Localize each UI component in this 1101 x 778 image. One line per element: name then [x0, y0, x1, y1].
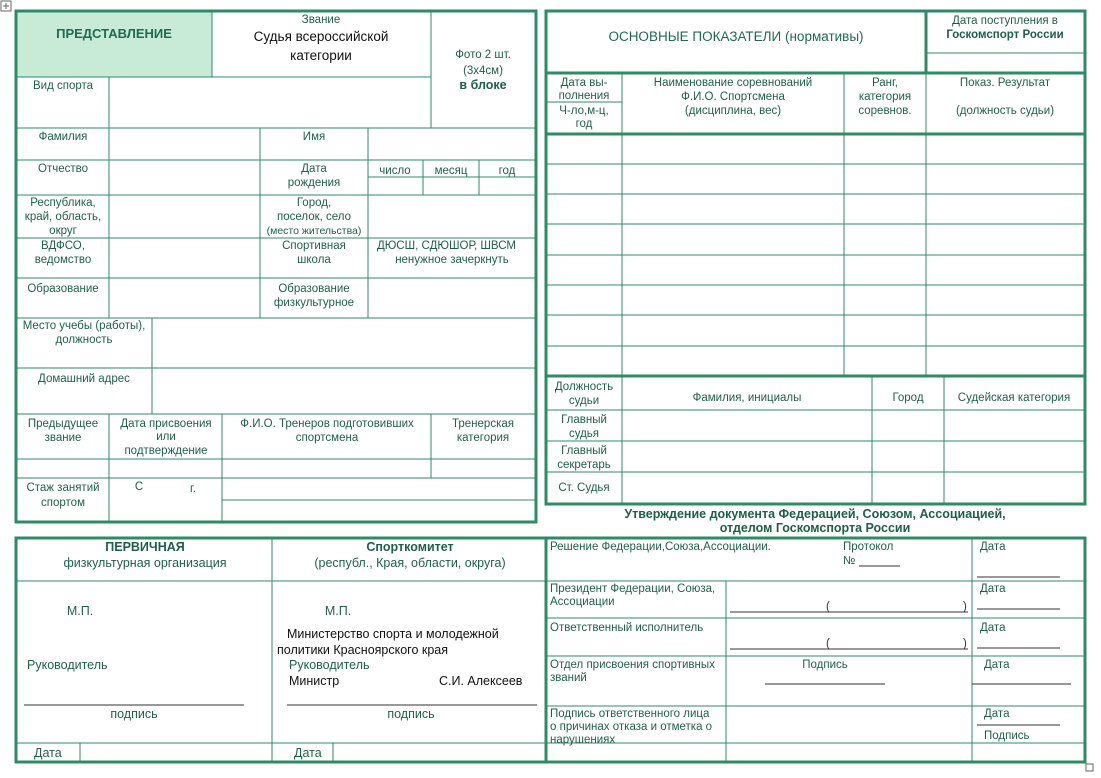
year-label: год [498, 165, 516, 177]
region-label-line2: край, область, [24, 211, 102, 223]
receipt-date-label-line2: Госкомспорт России [946, 29, 1064, 41]
titles-dept-label-line1: Отдел присвоения спортивных [550, 659, 715, 671]
rank-value-line1: Судья всероссийской [253, 29, 389, 44]
senior-judge-label: Ст. Судья [558, 482, 610, 494]
minister-name: С.И. Алексеев [439, 674, 523, 688]
city-label-line2: поселок, село [276, 211, 352, 223]
minister-label: Министр [289, 674, 340, 688]
rank-category-label-line3: соревнов. [858, 105, 912, 117]
protocol-label: Протокол [843, 541, 894, 553]
dept-signature-label: Подпись [802, 659, 848, 671]
sport-type-label: Вид спорта [32, 80, 94, 92]
titles-dept-label-line2: званий [550, 672, 587, 684]
coach-category-label-line2: категория [456, 432, 510, 444]
title-cell-highlight [17, 12, 212, 77]
competition-label-line3: (дисциплина, вес) [684, 105, 782, 117]
table-move-handle[interactable] [1, 1, 11, 11]
workplace-label-line1: Место учебы (работы), [22, 320, 146, 332]
month-label: месяц [434, 165, 468, 177]
photo-label-line1: Фото 2 шт. [455, 49, 511, 61]
approval-table [546, 538, 1085, 762]
chief-judge-label-line2: судья [568, 428, 600, 440]
primary-org-subtitle: физкультурная организация [63, 556, 227, 570]
approval-date-label-2: Дата [980, 583, 1006, 595]
stamp-place-right: М.П. [324, 604, 352, 618]
refusal-signature-label-line2: о причинах отказа и отметка о [550, 721, 713, 733]
rank-value-line2: категории [290, 48, 352, 63]
pe-education-label-line2: физкультурное [273, 297, 355, 309]
day-label: число [379, 165, 411, 177]
sport-school-label-line2: школа [297, 254, 331, 266]
patronymic-label: Отчество [38, 163, 88, 175]
strike-unneeded-note: ненужное зачеркнуть [395, 254, 509, 266]
coaches-label-line2: спортсмена [295, 432, 359, 444]
coach-category-label-line1: Тренерская [452, 418, 514, 430]
signature-caption-left: подпись [110, 707, 158, 721]
vdfso-label-line2: ведомство [34, 254, 92, 266]
sport-experience-label-line1: Стаж занятий [26, 482, 100, 494]
award-date-label-line3: подтверждение [124, 445, 208, 457]
head-label-right: Руководитель [289, 658, 370, 672]
workplace-label-line2: должность [55, 334, 113, 346]
federation-decision-label: Решение Федерации,Союза,Ассоциации. [550, 541, 771, 553]
competition-label-line1: Наименование соревнований [653, 77, 813, 89]
school-types: ДЮСШ, СДЮШОР, ШВСМ [377, 240, 516, 252]
city-label-line3: (место жительства) [266, 225, 362, 237]
vdfso-label-line1: ВДФСО, [41, 240, 85, 252]
approval-signature-label: Подпись [984, 730, 1030, 742]
first-name-label: Имя [302, 131, 326, 143]
refusal-signature-label-line3: нарушениях [550, 734, 616, 746]
sport-school-label-line1: Спортивная [282, 240, 346, 252]
result-label-line2: (должность судьи) [955, 105, 1055, 117]
day-month-label: Ч-ло,м-ц, [559, 105, 609, 117]
refusal-signature-label-line1: Подпись ответственного лица [550, 708, 710, 720]
main-indicators-title: ОСНОВНЫЕ ПОКАЗАТЕЛИ (нормативы) [608, 29, 864, 44]
since-label: С [134, 481, 144, 493]
home-address-label: Домашний адрес [38, 373, 130, 385]
primary-org-title: ПЕРВИЧНАЯ [105, 540, 185, 554]
main-indicators-table [546, 11, 1085, 535]
approval-title-line2: отделом Госкомспорта России [719, 521, 911, 535]
executive-paren-close: ) [963, 638, 967, 650]
sport-committee-subtitle: (республ., Края, области, округа) [314, 556, 506, 570]
president-label-line1: Президент Федерации, Союза, [550, 583, 716, 595]
previous-rank-label-line2: звание [44, 432, 82, 444]
completion-date-label-line2: полнения [558, 90, 610, 102]
year-sublabel: год [575, 118, 593, 130]
signature-caption-right: подпись [387, 707, 435, 721]
ministry-name-line1: Министерство спорта и молодежной [287, 627, 499, 641]
receipt-date-label-line1: Дата поступления в [952, 15, 1058, 27]
approval-date-label-4: Дата [984, 659, 1010, 671]
pe-education-label-line1: Образование [278, 283, 350, 295]
ministry-name-line2: политики Красноярского края [277, 643, 449, 657]
surname-label: Фамилия [38, 131, 88, 143]
award-date-label-line2: или [156, 431, 176, 443]
result-label-line1: Показ. Результат [959, 77, 1051, 89]
table-resize-handle[interactable] [1086, 764, 1093, 771]
executive-label: Ответственный исполнитель [550, 622, 704, 634]
education-label: Образование [27, 283, 99, 295]
personal-info-table [16, 11, 536, 522]
city-label-line1: Город, [296, 197, 332, 209]
birth-date-label-line1: Дата [301, 163, 327, 175]
chief-secretary-label-line1: Главный [561, 445, 607, 457]
photo-label-line3: в блоке [459, 78, 507, 92]
city-column-label: Город [892, 392, 924, 404]
approval-title-line1: Утверждение документа Федерацией, Союзом, Ассоциацией, [624, 507, 1006, 521]
judge-position-label-line2: судьи [568, 395, 600, 407]
rank-label: Звание [301, 14, 341, 26]
name-initials-label: Фамилия, инициалы [692, 392, 802, 404]
region-label-line1: Республика, [30, 197, 96, 209]
president-paren-open: ( [826, 601, 830, 613]
previous-rank-label-line1: Предыдущее [27, 418, 99, 430]
organization-signatures-table [16, 538, 546, 762]
region-label-line3: округ [49, 225, 77, 237]
date-label-right: Дата [294, 746, 322, 760]
sport-committee-title: Спорткомитет [366, 540, 454, 554]
coaches-label-line1: Ф.И.О. Тренеров подготовивших [240, 418, 414, 430]
competition-label-line2: Ф.И.О. Спортсмена [681, 91, 785, 103]
chief-secretary-label-line2: секретарь [557, 459, 611, 471]
form-title: ПРЕДСТАВЛЕНИЕ [56, 26, 172, 41]
judge-position-label-line1: Должность [554, 381, 614, 393]
personal-info-frame [16, 11, 536, 522]
approval-date-label-3: Дата [980, 622, 1006, 634]
rank-category-label-line2: категория [858, 91, 912, 103]
birth-date-label-line2: рождения [287, 177, 341, 189]
protocol-number-label: № [843, 555, 856, 567]
completion-date-label-line1: Дата вы- [560, 77, 608, 89]
stamp-place-left: М.П. [66, 604, 94, 618]
approval-date-label-5: Дата [984, 708, 1010, 720]
sport-experience-label-line2: спортом [41, 497, 85, 509]
president-paren-close: ) [963, 601, 967, 613]
award-date-label-line1: Дата присвоения [120, 418, 212, 430]
executive-paren-open: ( [826, 638, 830, 650]
chief-judge-label-line1: Главный [561, 414, 607, 426]
president-label-line2: Ассоциации [550, 596, 615, 608]
photo-label-line2: (3х4см) [463, 65, 503, 77]
date-label-left: Дата [34, 746, 62, 760]
year-abbrev-label: г. [190, 483, 196, 495]
judge-category-label: Судейская категория [957, 392, 1071, 404]
approval-date-label-1: Дата [980, 541, 1006, 553]
head-label-left: Руководитель [27, 658, 108, 672]
rank-category-label-line1: Ранг, [871, 77, 899, 89]
